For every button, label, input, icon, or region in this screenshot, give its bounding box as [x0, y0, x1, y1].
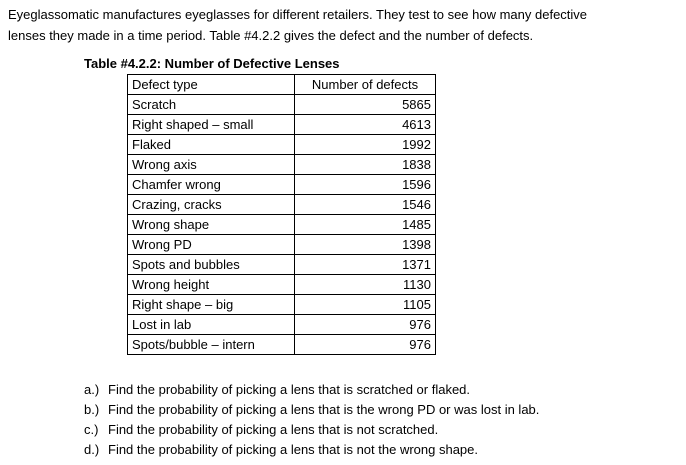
intro-line-2: lenses they made in a time period. Table #4.2.2 gives the defect and the number of defects.: [8, 28, 534, 43]
defect-count-cell: 976: [295, 315, 436, 335]
defect-count-cell: 1546: [295, 195, 436, 215]
question-label: d.): [84, 442, 100, 457]
defect-type-cell: Wrong PD: [128, 235, 295, 255]
table-row: [128, 275, 436, 295]
question-label: b.): [84, 402, 100, 417]
question-list: [84, 380, 539, 460]
defect-type-cell: Wrong height: [128, 275, 295, 295]
table-row: [128, 195, 436, 215]
table-row: [128, 215, 436, 235]
defect-type-cell: Right shape – big: [128, 295, 295, 315]
defect-count-cell: 5865: [295, 95, 436, 115]
header-number-of-defects: Number of defects: [295, 75, 436, 95]
question-item: [84, 440, 539, 460]
defect-type-cell: Scratch: [128, 95, 295, 115]
defect-type-cell: Wrong axis: [128, 155, 295, 175]
defect-count-cell: 1596: [295, 175, 436, 195]
defect-type-cell: Crazing, cracks: [128, 195, 295, 215]
table-row: [128, 95, 436, 115]
question-item: [84, 400, 539, 420]
defect-type-cell: Flaked: [128, 135, 295, 155]
defect-type-cell: Wrong shape: [128, 215, 295, 235]
question-text: Find the probability of picking a lens that is not scratched.: [108, 422, 439, 437]
question-text: Find the probability of picking a lens that is not the wrong shape.: [108, 442, 478, 457]
defect-count-cell: 976: [295, 335, 436, 355]
question-text: Find the probability of picking a lens that is scratched or flaked.: [108, 382, 471, 397]
question-label: a.): [84, 382, 100, 397]
defect-type-cell: Spots and bubbles: [128, 255, 295, 275]
question-text: Find the probability of picking a lens that is the wrong PD or was lost in lab.: [108, 402, 540, 417]
defect-count-cell: 1838: [295, 155, 436, 175]
table-row: [128, 135, 436, 155]
defect-type-cell: Lost in lab: [128, 315, 295, 335]
table-caption: Table #4.2.2: Number of Defective Lenses: [84, 56, 340, 71]
intro-paragraph: [8, 4, 668, 46]
defects-table: [127, 74, 436, 355]
table-row: [128, 175, 436, 195]
defect-type-cell: Chamfer wrong: [128, 175, 295, 195]
defect-count-cell: 4613: [295, 115, 436, 135]
defect-count-cell: 1398: [295, 235, 436, 255]
defect-count-cell: 1485: [295, 215, 436, 235]
intro-line-1: Eyeglassomatic manufactures eyeglasses for different retailers. They test to see how many defective: [8, 7, 588, 22]
table-row: [128, 235, 436, 255]
table-row: [128, 315, 436, 335]
header-defect-type: Defect type: [128, 75, 295, 95]
table-row: [128, 295, 436, 315]
question-item: [84, 380, 539, 400]
table-row: [128, 155, 436, 175]
defect-count-cell: 1105: [295, 295, 436, 315]
defect-count-cell: 1371: [295, 255, 436, 275]
table-row: [128, 115, 436, 135]
defect-count-cell: 1130: [295, 275, 436, 295]
question-label: c.): [84, 422, 99, 437]
table-row: [128, 335, 436, 355]
table-header-row: [128, 75, 436, 95]
defect-count-cell: 1992: [295, 135, 436, 155]
table-row: [128, 255, 436, 275]
question-item: [84, 420, 539, 440]
defect-type-cell: Right shaped – small: [128, 115, 295, 135]
defect-type-cell: Spots/bubble – intern: [128, 335, 295, 355]
